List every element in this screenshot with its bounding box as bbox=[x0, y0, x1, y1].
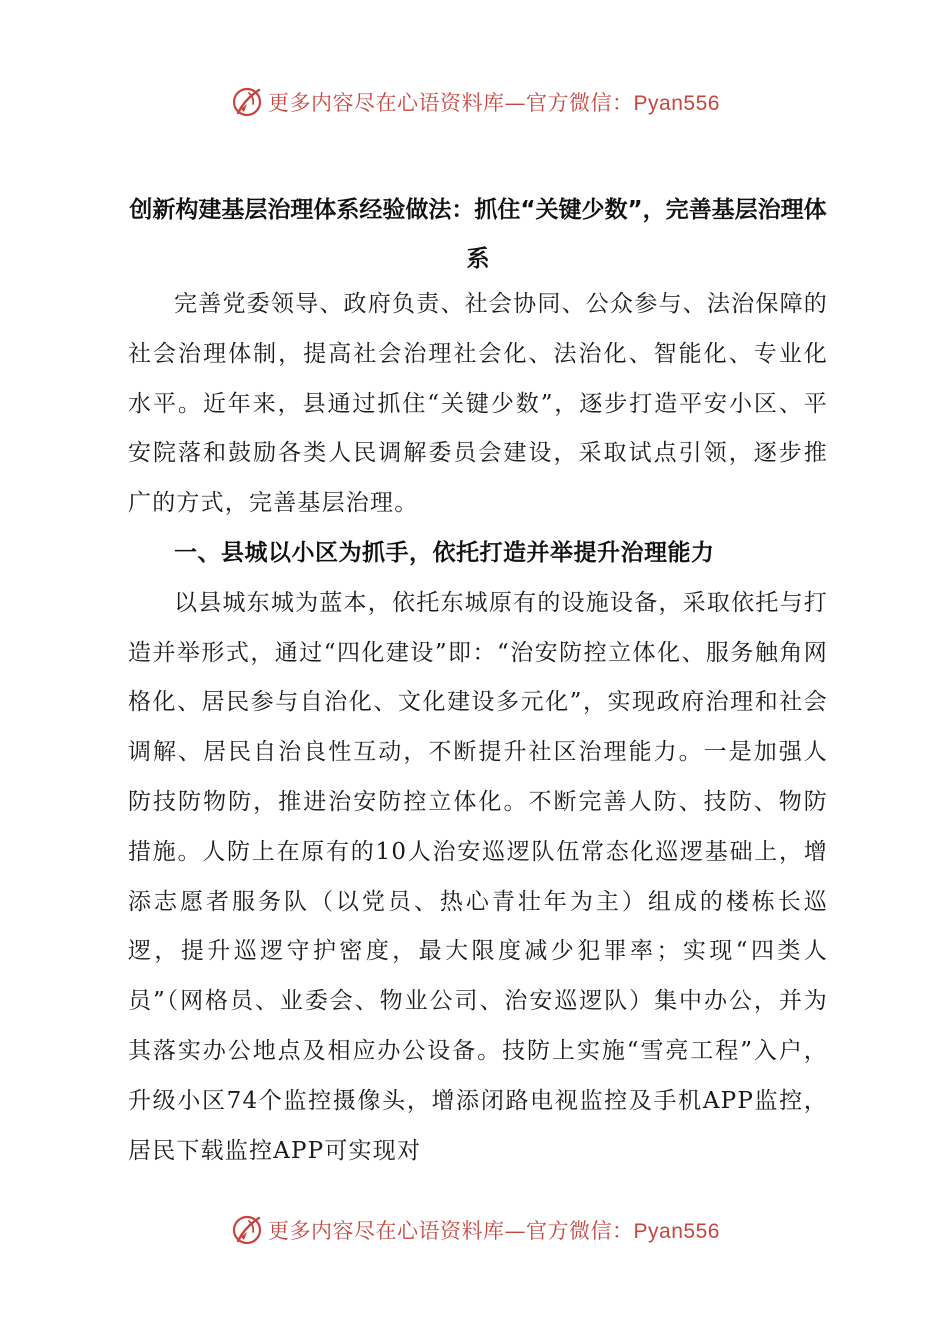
footer-watermark-banner bbox=[0, 1208, 950, 1252]
document-body bbox=[128, 280, 828, 1176]
watermark-text bbox=[268, 1215, 720, 1245]
section-paragraph: 以县城东城为蓝本，依托东城原有的设施设备，采取依托与打造并举形式，通过“四化建设”即：“治安防控立体化、服务触角网格化、居民参与自治化、文化建设多元化”，实现政府治理和社会调解、居民自治良性互动，不断提升社区治理能力。一是加强人防技防物防，推进治安防控立体化。不断完善人防、技防、物防措施。人防上在原有的10人治安巡逻队伍常态化巡逻基础上，增添志愿者服务队（以党员、热心青壮年为主）组成的楼栋长巡逻，提升巡逻守护密度，最大限度减少犯罪率；实现“四类人员”（网格员、业委会、物业公司、治安巡逻队）集中办公，并为其落实办公地点及相应办公设备。技防上实施“雪亮工程”入户，升级小区74个监控摄像头，增添闭路电视监控及手机APP监控，居民下载监控APP可实现对 bbox=[128, 589, 828, 1164]
watermark-text bbox=[268, 87, 720, 117]
brush-logo-icon bbox=[230, 85, 264, 119]
wechat-id: Pyan556 bbox=[633, 1220, 720, 1243]
document-title: 创新构建基层治理体系经验做法：抓住“关键少数”，完善基层治理体系 bbox=[129, 197, 827, 272]
watermark-label: 更多内容尽在心语资料库—官方微信： bbox=[268, 1219, 634, 1243]
intro-paragraph: 完善党委领导、政府负责、社会协同、公众参与、法治保障的社会治理体制，提高社会治理社会化、法治化、智能化、专业化水平。近年来，县通过抓住“关键少数”，逐步打造平安小区、平安院落和鼓励各类人民调解委员会建设，采取试点引领，逐步推广的方式，完善基层治理。 bbox=[128, 291, 828, 517]
watermark-label: 更多内容尽在心语资料库—官方微信： bbox=[268, 91, 634, 115]
header-watermark-banner bbox=[0, 80, 950, 124]
section-heading: 一、县城以小区为抓手，依托打造并举提升治理能力 bbox=[174, 539, 715, 566]
wechat-id: Pyan556 bbox=[633, 92, 720, 115]
brush-logo-icon bbox=[230, 1213, 264, 1247]
